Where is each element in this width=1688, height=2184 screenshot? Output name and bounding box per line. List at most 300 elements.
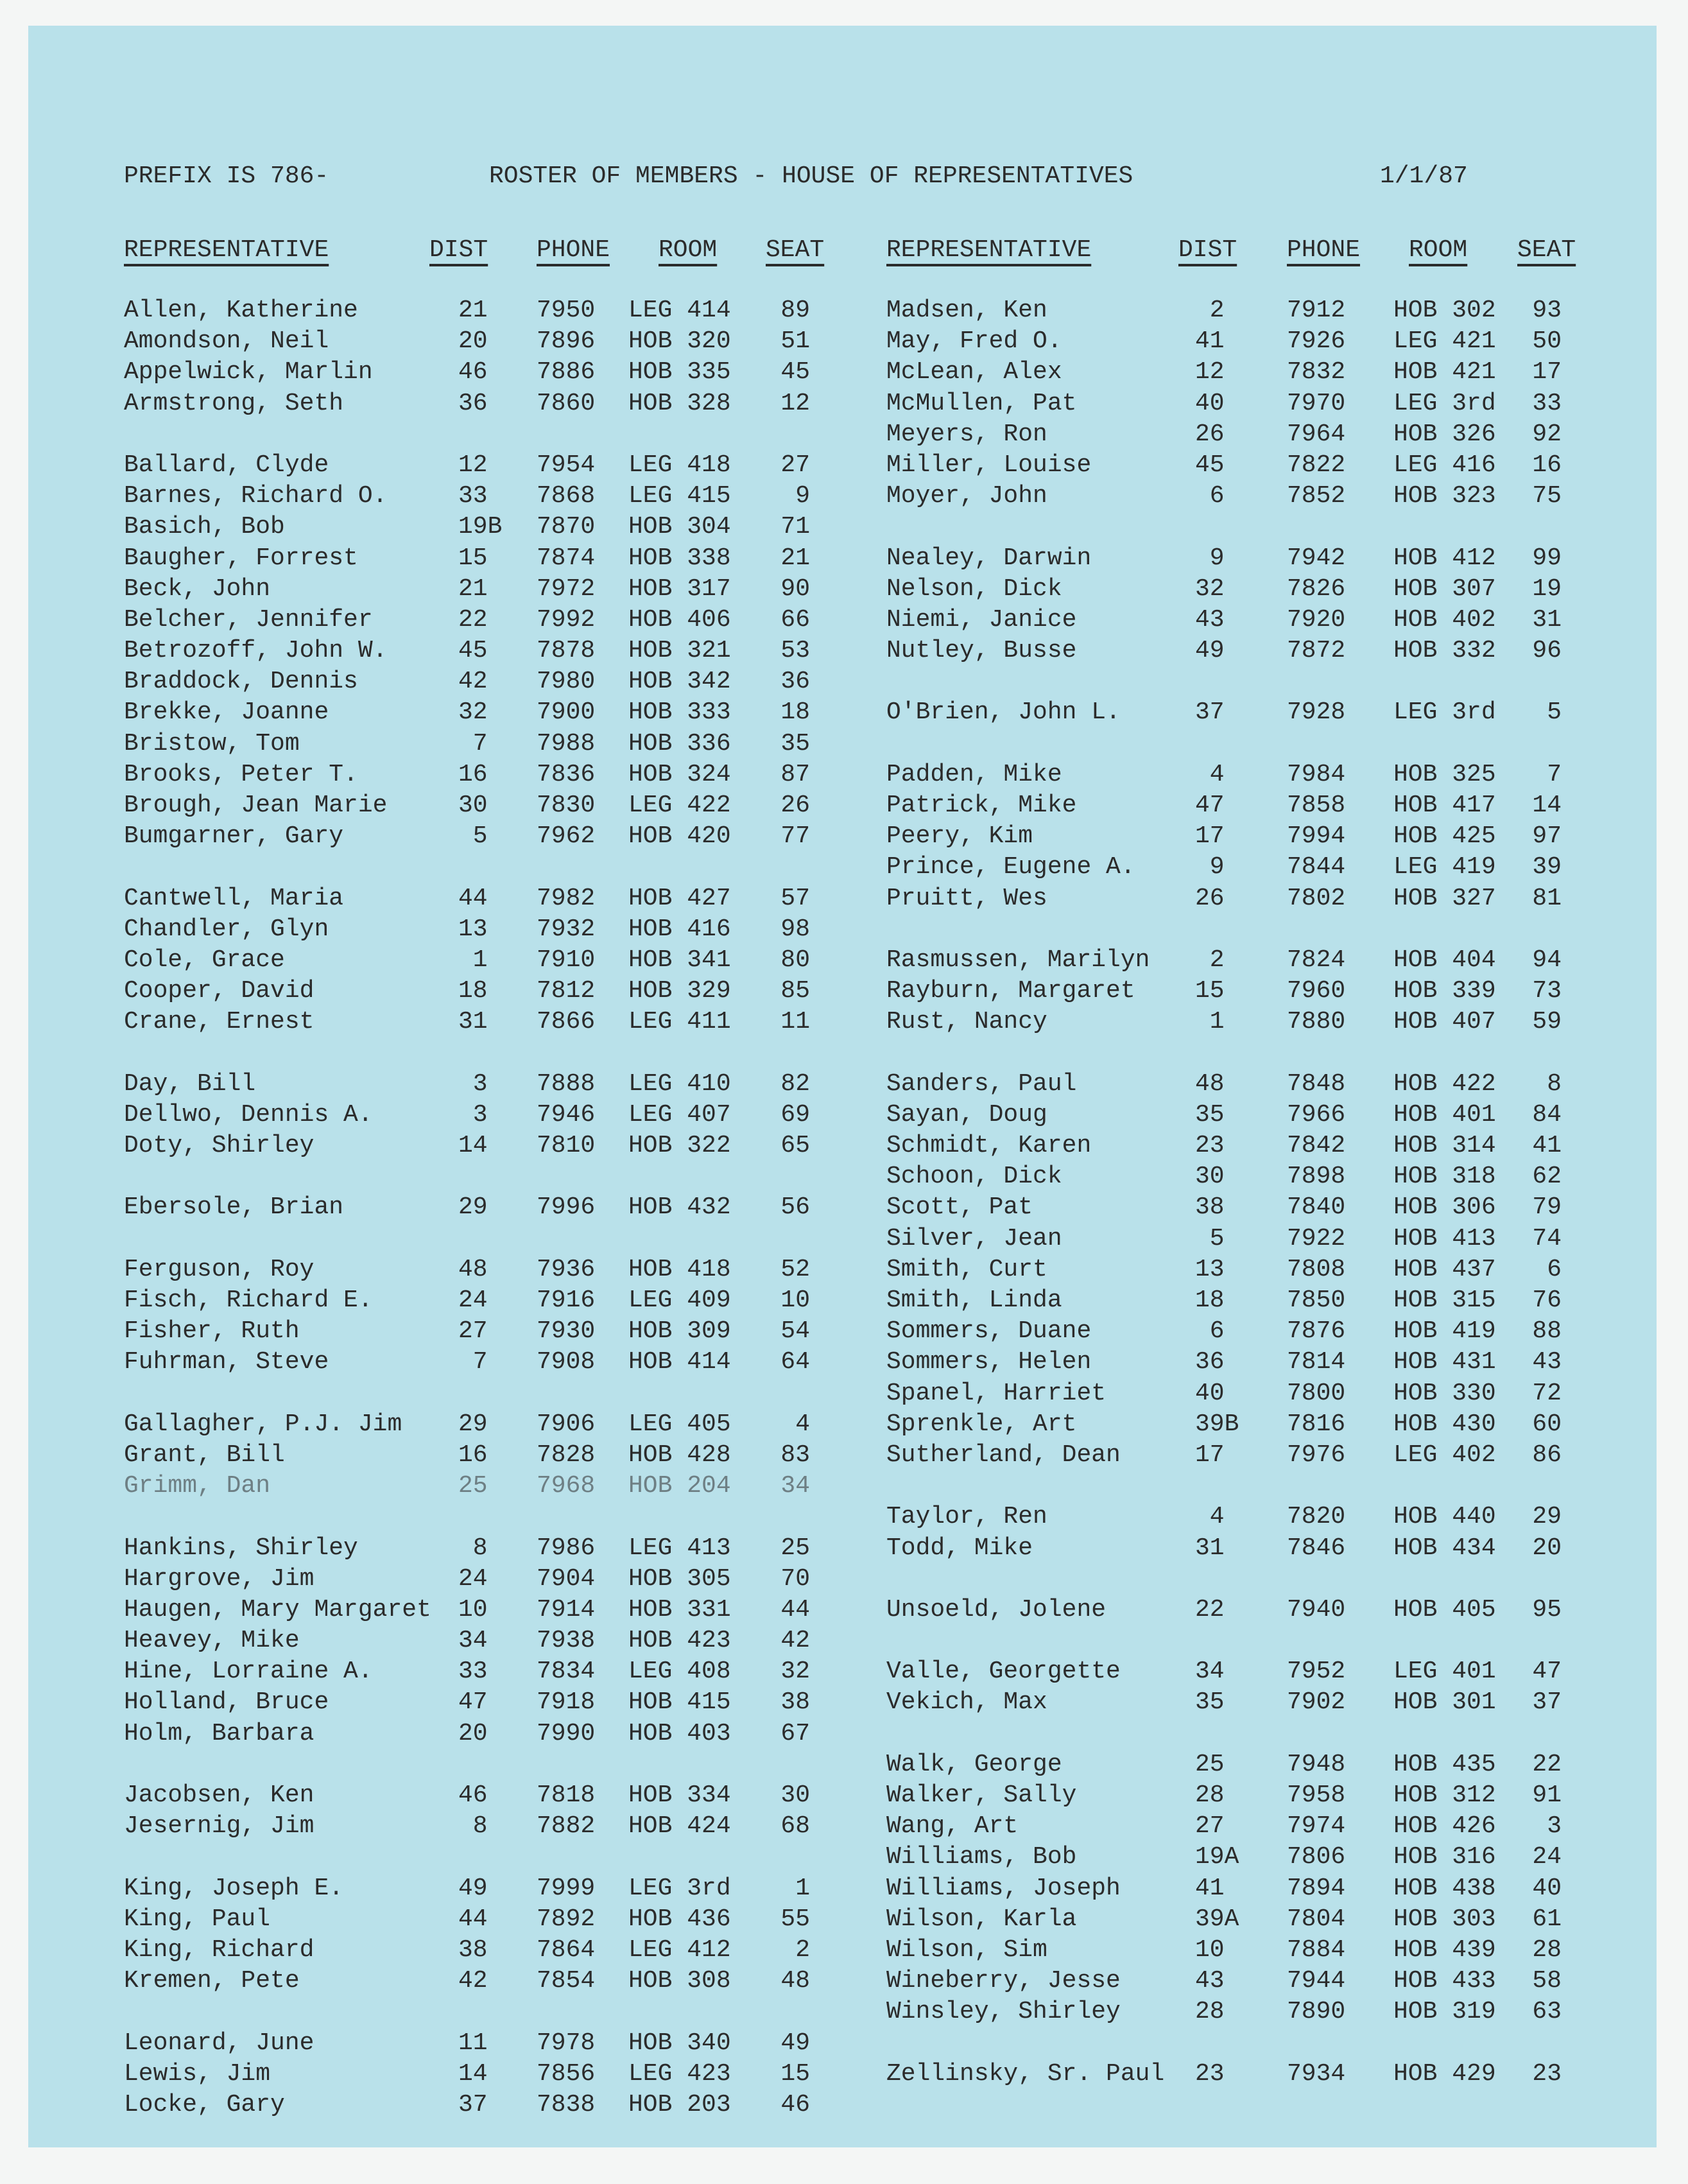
member-name: Fisher, Ruth: [124, 1317, 300, 1346]
member-district: 2: [1209, 297, 1225, 324]
member-seat: 63: [1532, 1998, 1562, 2026]
member-seat: 67: [780, 1719, 810, 1747]
member-room: HOB 401: [1393, 1100, 1496, 1129]
member-phone: 7996: [537, 1193, 596, 1222]
member-phone: 7802: [1287, 884, 1346, 912]
member-room: LEG 414: [628, 297, 731, 324]
member-name: Basich, Bob: [124, 513, 285, 541]
member-seat: 2: [795, 1936, 810, 1964]
member-phone: 7832: [1287, 358, 1346, 386]
member-seat: 76: [1532, 1287, 1562, 1314]
member-phone: 7892: [537, 1905, 596, 1933]
member-seat: 62: [1532, 1163, 1562, 1191]
left-header-dist: DIST: [429, 236, 488, 264]
member-district: 48: [1195, 1070, 1225, 1098]
member-district: 41: [1195, 327, 1225, 356]
member-name: Peery, Kim: [886, 822, 1033, 851]
member-district: 48: [458, 1255, 488, 1283]
member-room: HOB 332: [1393, 637, 1496, 665]
member-room: HOB 316: [1393, 1843, 1496, 1871]
member-seat: 59: [1532, 1008, 1562, 1036]
member-seat: 80: [780, 946, 810, 974]
roster-row: [28, 1595, 1562, 1625]
member-district: 28: [1195, 1998, 1225, 2026]
member-name: King, Richard: [124, 1936, 314, 1964]
member-seat: 57: [780, 884, 810, 912]
member-seat: 52: [780, 1255, 810, 1283]
member-phone: 7896: [537, 327, 596, 356]
member-seat: 5: [1547, 698, 1562, 727]
member-district: 19B: [458, 513, 503, 541]
member-phone: 7928: [1287, 698, 1346, 727]
member-phone: 7976: [1287, 1441, 1346, 1469]
member-name: Dellwo, Dennis A.: [124, 1100, 373, 1129]
member-phone: 7874: [537, 544, 596, 572]
member-phone: 7878: [537, 637, 596, 665]
member-name: Haugen, Mary Margaret: [124, 1595, 431, 1624]
member-phone: 7958: [1287, 1781, 1346, 1809]
member-name: Vekich, Max: [886, 1688, 1047, 1717]
member-seat: 3: [1547, 1812, 1562, 1841]
member-seat: 58: [1532, 1967, 1562, 1995]
member-phone: 7916: [537, 1287, 596, 1314]
member-name: Schmidt, Karen: [886, 1132, 1092, 1160]
member-name: Ferguson, Roy: [124, 1255, 314, 1283]
member-district: 1: [1209, 1008, 1225, 1036]
roster-spacer: [28, 914, 798, 945]
member-name: Fuhrman, Steve: [124, 1348, 329, 1376]
roster-row: [28, 976, 1562, 1007]
member-name: Sprenkle, Art: [886, 1410, 1077, 1438]
member-name: Ebersole, Brian: [124, 1193, 344, 1222]
member-district: 8: [472, 1534, 488, 1562]
member-district: 42: [458, 1967, 488, 1995]
roster-row: [28, 1316, 1562, 1347]
member-name: Patrick, Mike: [886, 792, 1077, 819]
member-district: 8: [472, 1812, 488, 1841]
right-header-representative: REPRESENTATIVE: [886, 236, 1092, 264]
member-district: 29: [458, 1193, 488, 1222]
member-district: 43: [1195, 605, 1225, 634]
member-room: LEG 405: [628, 1410, 731, 1438]
member-name: Niemi, Janice: [886, 605, 1077, 634]
member-room: HOB 302: [1393, 297, 1496, 324]
roster-row: [28, 1378, 1562, 1409]
member-phone: 7826: [1287, 575, 1346, 603]
member-room: HOB 413: [1393, 1224, 1496, 1252]
roster-row: [28, 1100, 1562, 1131]
member-name: Cantwell, Maria: [124, 884, 344, 912]
member-phone: 7844: [1287, 853, 1346, 881]
member-phone: 7966: [1287, 1100, 1346, 1129]
member-phone: 7948: [1287, 1750, 1346, 1778]
member-room: HOB 440: [1393, 1503, 1496, 1531]
member-phone: 7814: [1287, 1348, 1346, 1376]
member-phone: 7816: [1287, 1410, 1346, 1438]
member-room: LEG 401: [1393, 1658, 1496, 1686]
member-name: Walker, Sally: [886, 1781, 1077, 1809]
member-room: HOB 340: [628, 2029, 731, 2057]
roster-spacer: [28, 1038, 798, 1069]
member-room: LEG 407: [628, 1100, 731, 1129]
member-seat: 99: [1532, 544, 1562, 572]
member-phone: 7866: [537, 1008, 596, 1036]
member-name: Smith, Linda: [886, 1287, 1062, 1314]
member-room: LEG 421: [1393, 327, 1496, 356]
right-header-phone: PHONE: [1287, 236, 1361, 264]
member-phone: 7942: [1287, 544, 1346, 572]
member-name: Braddock, Dennis: [124, 668, 358, 696]
member-room: LEG 3rd: [628, 1874, 731, 1902]
member-district: 34: [458, 1627, 488, 1655]
member-seat: 94: [1532, 946, 1562, 974]
member-seat: 39: [1532, 853, 1562, 881]
member-district: 10: [458, 1595, 488, 1624]
member-name: Sommers, Duane: [886, 1317, 1092, 1346]
roster-row: [28, 295, 1562, 326]
member-phone: 7934: [1287, 2059, 1346, 2088]
member-room: LEG 423: [628, 2059, 731, 2088]
member-phone: 7990: [537, 1719, 596, 1747]
member-phone: 7886: [537, 358, 596, 386]
member-name: Wineberry, Jesse: [886, 1967, 1121, 1995]
member-district: 46: [458, 358, 488, 386]
member-district: 4: [1209, 1503, 1225, 1531]
member-district: 25: [458, 1472, 488, 1500]
member-seat: 48: [780, 1967, 810, 1995]
member-room: LEG 411: [628, 1008, 731, 1036]
member-room: HOB 330: [1393, 1379, 1496, 1407]
member-district: 40: [1195, 1379, 1225, 1407]
member-name: Winsley, Shirley: [886, 1998, 1121, 2026]
member-room: HOB 336: [628, 729, 731, 758]
member-name: Jesernig, Jim: [124, 1812, 314, 1841]
member-seat: 92: [1532, 420, 1562, 448]
member-room: HOB 339: [1393, 977, 1496, 1005]
member-seat: 17: [1532, 358, 1562, 386]
member-district: 9: [1209, 544, 1225, 572]
member-room: HOB 432: [628, 1193, 731, 1222]
roster-row: [28, 2090, 810, 2120]
member-seat: 77: [780, 822, 810, 851]
member-name: Hankins, Shirley: [124, 1534, 358, 1562]
roster-row: [28, 883, 1562, 914]
member-seat: 45: [780, 358, 810, 386]
roster-row: [28, 1997, 1562, 2027]
member-phone: 7936: [537, 1255, 596, 1283]
member-district: 17: [1195, 1441, 1225, 1469]
member-seat: 40: [1532, 1874, 1562, 1902]
member-name: Todd, Mike: [886, 1534, 1033, 1562]
roster-row: [28, 1192, 1562, 1223]
member-room: HOB 437: [1393, 1255, 1496, 1283]
member-seat: 54: [780, 1317, 810, 1346]
roster-row: [28, 821, 1562, 852]
member-name: Sanders, Paul: [886, 1070, 1077, 1098]
member-phone: 7846: [1287, 1534, 1346, 1562]
roster-row: [28, 1780, 1562, 1811]
member-district: 19A: [1195, 1843, 1239, 1871]
member-room: LEG 409: [628, 1287, 731, 1314]
member-district: 23: [1195, 1132, 1225, 1160]
member-room: HOB 406: [628, 605, 731, 634]
member-room: LEG 419: [1393, 853, 1496, 881]
member-phone: 7808: [1287, 1255, 1346, 1283]
member-room: HOB 428: [628, 1441, 731, 1469]
member-district: 31: [1195, 1534, 1225, 1562]
member-seat: 97: [1532, 822, 1562, 851]
roster-spacer: [28, 1471, 798, 1502]
member-district: 16: [458, 1441, 488, 1469]
member-name: McMullen, Pat: [886, 389, 1077, 417]
member-district: 11: [458, 2029, 488, 2057]
roster-row: [28, 326, 1562, 357]
roster-row: [28, 1069, 1562, 1100]
member-district: 37: [458, 2090, 488, 2119]
member-phone: 7898: [1287, 1163, 1346, 1191]
member-room: HOB 305: [628, 1564, 731, 1593]
right-header-seat: SEAT: [1517, 236, 1576, 264]
member-seat: 7: [1547, 760, 1562, 788]
member-name: Amondson, Neil: [124, 327, 329, 356]
member-name: Fisch, Richard E.: [124, 1287, 373, 1314]
member-district: 33: [458, 482, 488, 510]
member-district: 35: [1195, 1100, 1225, 1129]
member-name: Walk, George: [886, 1750, 1062, 1778]
member-district: 18: [458, 977, 488, 1005]
member-phone: 7910: [537, 946, 596, 974]
member-phone: 7950: [537, 297, 596, 324]
member-seat: 81: [1532, 884, 1562, 912]
member-seat: 90: [780, 575, 810, 603]
member-name: Moyer, John: [886, 482, 1047, 510]
member-seat: 91: [1532, 1781, 1562, 1809]
member-seat: 44: [780, 1595, 810, 1624]
member-district: 29: [458, 1410, 488, 1438]
member-name: Miller, Louise: [886, 451, 1092, 479]
member-name: Hine, Lorraine A.: [124, 1658, 373, 1686]
member-room: HOB 309: [628, 1317, 731, 1346]
roster-spacer: [28, 729, 798, 759]
roster-row: [28, 1224, 1562, 1254]
member-room: HOB 407: [1393, 1008, 1496, 1036]
member-seat: 46: [780, 2090, 810, 2119]
member-phone: 7884: [1287, 1936, 1346, 1964]
member-phone: 7818: [537, 1781, 596, 1809]
member-seat: 4: [795, 1410, 810, 1438]
member-room: HOB 430: [1393, 1410, 1496, 1438]
member-room: LEG 415: [628, 482, 731, 510]
member-district: 22: [1195, 1595, 1225, 1624]
member-phone: 7908: [537, 1348, 596, 1376]
member-phone: 7852: [1287, 482, 1346, 510]
member-phone: 7944: [1287, 1967, 1346, 1995]
roster-row: [28, 945, 1562, 976]
member-name: Brekke, Joanne: [124, 698, 329, 727]
member-district: 35: [1195, 1688, 1225, 1717]
member-seat: 15: [780, 2059, 810, 2088]
member-name: O'Brien, John L.: [886, 698, 1121, 727]
member-phone: 7974: [1287, 1812, 1346, 1841]
member-room: HOB 320: [628, 327, 731, 356]
member-district: 17: [1195, 822, 1225, 851]
left-header-seat: SEAT: [766, 236, 825, 264]
member-phone: 7972: [537, 575, 596, 603]
member-seat: 43: [1532, 1348, 1562, 1376]
member-name: Bristow, Tom: [124, 729, 300, 758]
member-name: Wang, Art: [886, 1812, 1019, 1841]
member-name: Cole, Grace: [124, 946, 285, 974]
member-seat: 65: [780, 1132, 810, 1160]
member-seat: 12: [780, 389, 810, 417]
member-district: 15: [458, 544, 488, 572]
member-name: Leonard, June: [124, 2029, 314, 2057]
member-phone: 7872: [1287, 637, 1346, 665]
member-seat: 34: [780, 1472, 810, 1500]
roster-row: [28, 1285, 1562, 1316]
member-room: HOB 418: [628, 1255, 731, 1283]
member-district: 26: [1195, 884, 1225, 912]
member-room: HOB 412: [1393, 544, 1496, 572]
roster-row: [28, 1811, 1562, 1842]
member-district: 24: [458, 1564, 488, 1593]
member-seat: 23: [1532, 2059, 1562, 2088]
member-district: 44: [458, 884, 488, 912]
member-phone: 7840: [1287, 1193, 1346, 1222]
member-district: 41: [1195, 1874, 1225, 1902]
member-seat: 6: [1547, 1255, 1562, 1283]
member-name: Rasmussen, Marilyn: [886, 946, 1150, 974]
member-name: Jacobsen, Ken: [124, 1781, 314, 1809]
member-name: Locke, Gary: [124, 2090, 285, 2119]
member-phone: 7868: [537, 482, 596, 510]
member-seat: 19: [1532, 575, 1562, 603]
member-room: HOB 422: [1393, 1070, 1496, 1098]
member-district: 18: [1195, 1287, 1225, 1314]
member-room: HOB 416: [628, 915, 731, 943]
member-seat: 25: [780, 1534, 810, 1562]
member-name: Smith, Curt: [886, 1255, 1047, 1283]
member-phone: 7882: [537, 1812, 596, 1841]
member-seat: 55: [780, 1905, 810, 1933]
member-phone: 7848: [1287, 1070, 1346, 1098]
member-room: HOB 423: [628, 1627, 731, 1655]
member-seat: 30: [780, 1781, 810, 1809]
member-phone: 7812: [537, 977, 596, 1005]
roster-row: [28, 388, 1562, 419]
member-phone: 7842: [1287, 1132, 1346, 1160]
member-name: Armstrong, Seth: [124, 389, 344, 417]
member-district: 9: [1209, 853, 1225, 881]
member-district: 34: [1195, 1658, 1225, 1686]
roster-row: [28, 1873, 1562, 1904]
member-seat: 84: [1532, 1100, 1562, 1129]
member-room: HOB 325: [1393, 760, 1496, 788]
member-district: 27: [458, 1317, 488, 1346]
member-district: 7: [472, 729, 488, 758]
member-room: HOB 420: [628, 822, 731, 851]
member-seat: 31: [1532, 605, 1562, 634]
member-seat: 22: [1532, 1750, 1562, 1778]
member-name: Rust, Nancy: [886, 1008, 1047, 1036]
member-district: 36: [458, 389, 488, 417]
member-name: Cooper, David: [124, 977, 314, 1005]
member-room: HOB 312: [1393, 1781, 1496, 1809]
member-name: Wilson, Sim: [886, 1936, 1047, 1964]
member-room: HOB 319: [1393, 1998, 1496, 2026]
member-room: HOB 421: [1393, 358, 1496, 386]
member-phone: 7992: [537, 605, 596, 634]
roster-row: [28, 790, 1562, 821]
member-district: 47: [458, 1688, 488, 1717]
member-district: 31: [458, 1008, 488, 1036]
roster-row: [28, 543, 1562, 574]
member-name: Gallagher, P.J. Jim: [124, 1410, 402, 1438]
member-name: Williams, Bob: [886, 1843, 1077, 1871]
member-district: 22: [458, 605, 488, 634]
member-seat: 47: [1532, 1658, 1562, 1686]
member-seat: 56: [780, 1193, 810, 1222]
member-room: HOB 204: [628, 1472, 731, 1500]
member-room: HOB 306: [1393, 1193, 1496, 1222]
member-phone: 7856: [537, 2059, 596, 2088]
member-name: Scott, Pat: [886, 1193, 1033, 1222]
member-district: 5: [1209, 1224, 1225, 1252]
member-phone: 7962: [537, 822, 596, 851]
member-room: LEG 3rd: [1393, 698, 1496, 727]
member-name: Doty, Shirley: [124, 1132, 314, 1160]
roster-row: [28, 1161, 1562, 1192]
member-seat: 98: [780, 915, 810, 943]
member-phone: 7902: [1287, 1688, 1346, 1717]
member-district: 20: [458, 327, 488, 356]
member-room: HOB 304: [628, 513, 731, 541]
member-name: Nutley, Busse: [886, 637, 1077, 665]
member-seat: 8: [1547, 1070, 1562, 1098]
member-district: 24: [458, 1287, 488, 1314]
member-phone: 7912: [1287, 297, 1346, 324]
member-seat: 66: [780, 605, 810, 634]
right-header-room: ROOM: [1409, 236, 1468, 264]
member-room: HOB 315: [1393, 1287, 1496, 1314]
member-phone: 7922: [1287, 1224, 1346, 1252]
member-district: 46: [458, 1781, 488, 1809]
roster-row: [28, 1131, 1562, 1161]
member-room: HOB 426: [1393, 1812, 1496, 1841]
member-phone: 7946: [537, 1100, 596, 1129]
member-room: HOB 417: [1393, 792, 1496, 819]
member-seat: 70: [780, 1564, 810, 1593]
member-district: 30: [458, 792, 488, 819]
member-room: LEG 410: [628, 1070, 731, 1098]
member-phone: 7858: [1287, 792, 1346, 819]
member-name: King, Joseph E.: [124, 1874, 344, 1902]
member-name: King, Paul: [124, 1905, 271, 1933]
member-room: LEG 408: [628, 1658, 731, 1686]
roster-row: [28, 1687, 1562, 1718]
member-seat: 37: [1532, 1688, 1562, 1717]
member-phone: 7864: [537, 1936, 596, 1964]
member-room: HOB 438: [1393, 1874, 1496, 1902]
member-phone: 7980: [537, 668, 596, 696]
member-phone: 7850: [1287, 1287, 1346, 1314]
member-seat: 87: [780, 760, 810, 788]
member-district: 39A: [1195, 1905, 1239, 1933]
roster-row: [28, 1842, 1562, 1873]
roster-row: [28, 1656, 1562, 1687]
member-name: Kremen, Pete: [124, 1967, 300, 1995]
member-district: 37: [1195, 698, 1225, 727]
